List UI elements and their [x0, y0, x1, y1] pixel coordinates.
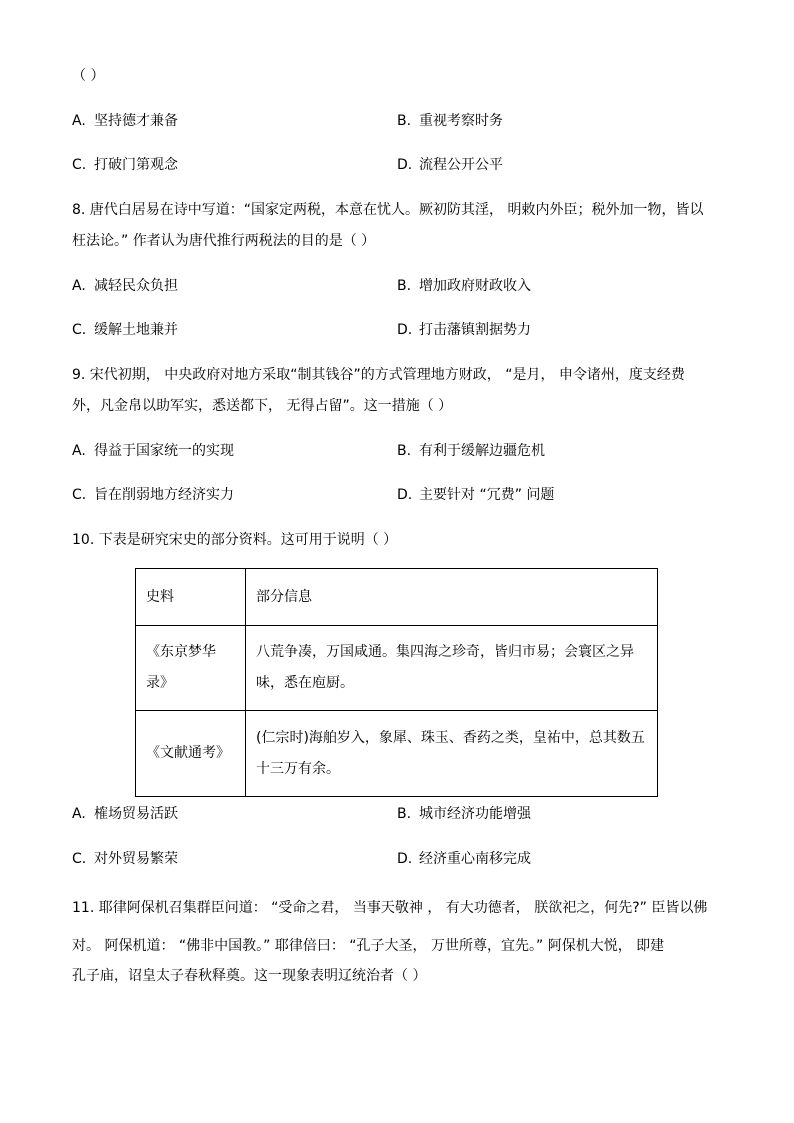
option-letter: C.	[72, 322, 87, 338]
q10-option-b	[397, 804, 531, 824]
q10-stem-line1: 10. 下表是研究宋史的部分资料。这可用于说明（ ）	[72, 532, 398, 548]
table-cell-source	[136, 711, 246, 797]
cell-line: 十三万有余。	[256, 760, 340, 777]
option-text: 主要针对 “冗费” 问题	[419, 487, 555, 503]
option-letter: A.	[72, 278, 86, 294]
q8-option-a	[72, 276, 178, 296]
q10-option-a	[72, 804, 178, 824]
option-letter: D.	[397, 487, 413, 503]
table-cell-info	[246, 711, 658, 797]
option-letter: B.	[397, 443, 412, 459]
q8-option-b	[397, 276, 531, 296]
option-text: 流程公开公平	[419, 157, 503, 173]
q8-option-d	[397, 320, 531, 340]
option-text: 坚持德才兼备	[94, 113, 178, 129]
q9-option-d	[397, 485, 554, 505]
q7-option-c	[72, 155, 178, 175]
option-letter: A.	[72, 113, 86, 129]
q9-option-b	[397, 441, 545, 461]
cell-line: 录》	[146, 675, 174, 691]
cell-line: 八荒争凑，万国咸通。集四海之珍奇，皆归市易；会寰区之异	[256, 644, 634, 660]
option-letter: D.	[397, 322, 413, 338]
option-text: 重视考察时务	[419, 113, 503, 129]
table-header-cell: 史料	[136, 569, 246, 626]
q8-stem-line1: 8. 唐代白居易在诗中写道：“国家定两税，本意在忧人。厥初防其淫， 明敕内外臣；税外加一物，皆以	[72, 202, 704, 218]
table-header-cell: 部分信息	[246, 569, 658, 626]
option-text: 榷场贸易活跃	[94, 806, 178, 822]
cell-line: 《东京梦华	[146, 644, 216, 660]
option-letter: A.	[72, 443, 86, 459]
q11-stem-line3: 孔子庙，诏皇太子春秋释奠。这一现象表明辽统治者（ ）	[72, 968, 427, 984]
q8-option-c	[72, 320, 178, 340]
option-letter: C.	[72, 851, 87, 867]
q11-stem-line1: 11. 耶律阿保机召集群臣问道： “受命之君， 当事天敬神 ， 有大功德者， 朕欲祀之，何先?” 臣皆以佛	[72, 900, 708, 916]
q7-option-d	[397, 155, 503, 175]
option-text: 有利于缓解边疆危机	[419, 443, 545, 459]
table-row	[136, 626, 658, 711]
option-letter: D.	[397, 157, 413, 173]
q11-stem-line2: 对。 阿保机道： “佛非中国教。” 耶律倍曰： “孔子大圣， 万世所尊，宜先。” 阿保机大悦， 即建	[72, 938, 665, 954]
table-cell-info	[246, 626, 658, 711]
table-cell-source	[136, 626, 246, 711]
q7-stem-end: （ ）	[72, 68, 105, 84]
option-text: 增加政府财政收入	[419, 278, 531, 294]
q9-option-c	[72, 485, 234, 505]
cell-line: 《文献通考》	[146, 745, 230, 761]
option-text: 旨在削弱地方经济实力	[94, 487, 234, 503]
cell-line: (仁宗时)海舶岁入，象犀、珠玉、香药之类，皇祐中，总其数五	[256, 729, 645, 746]
option-letter: B.	[397, 278, 412, 294]
table-header-row	[136, 569, 658, 626]
q7-option-a	[72, 111, 178, 131]
option-letter: C.	[72, 157, 87, 173]
option-text: 得益于国家统一的实现	[94, 443, 234, 459]
table-row	[136, 711, 658, 797]
q9-stem-line1: 9. 宋代初期， 中央政府对地方采取“制其钱谷”的方式管理地方财政， “是月， 申令诸州，度支经费	[72, 367, 685, 383]
option-letter: B.	[397, 113, 412, 129]
cell-line: 味，悉在庖厨。	[256, 675, 354, 691]
option-letter: B.	[397, 806, 412, 822]
option-text: 对外贸易繁荣	[94, 851, 178, 867]
q10-option-d	[397, 849, 531, 869]
option-letter: A.	[72, 806, 86, 822]
option-text: 减轻民众负担	[94, 278, 178, 294]
q9-stem-line2: 外，凡金帛以助军实，悉送都下， 无得占留”。这一措施（ ）	[72, 398, 453, 414]
option-text: 打击藩镇割据势力	[419, 322, 531, 338]
option-letter: D.	[397, 851, 413, 867]
q10-option-c	[72, 849, 178, 869]
q7-option-b	[397, 111, 503, 131]
option-text: 打破门第观念	[94, 157, 178, 173]
q9-option-a	[72, 441, 234, 461]
option-text: 经济重心南移完成	[419, 851, 531, 867]
option-letter: C.	[72, 487, 87, 503]
option-text: 城市经济功能增强	[419, 806, 531, 822]
source-table	[135, 568, 658, 797]
option-text: 缓解土地兼并	[94, 322, 178, 338]
q8-stem-line2: 枉法论。” 作者认为唐代推行两税法的目的是（ ）	[72, 233, 376, 249]
